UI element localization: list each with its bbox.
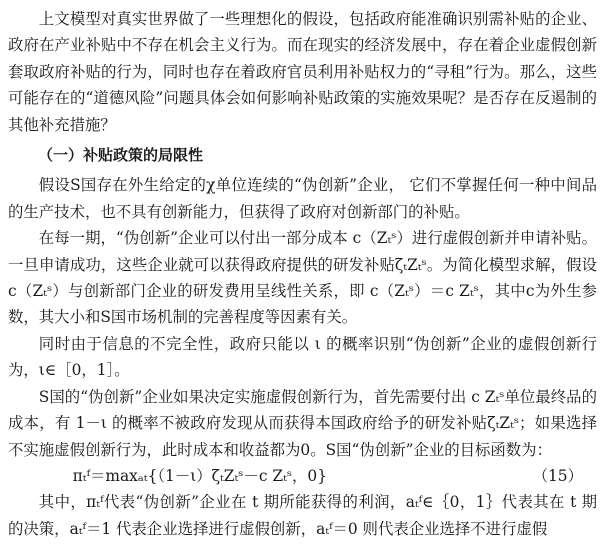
paragraph-2: 在每一期，“伪创新”企业可以付出一部分成本 c（Zₜˢ）进行虚假创新并申请补贴。一旦申请成功，这些企业就可以获得政府提供的研发补贴ζₜZₜˢ。为简化模型求解，假设 c（Zₜˢ）与创新部门企业的研发费用呈线性关系，即 c（Zₜˢ）＝c Zₜˢ，其中c为外生参数，其大小和S国市场机制的完善程度等因素有关。: [8, 229, 597, 327]
paragraph-5: 其中，πₜᶠ代表“伪创新”企业在 t 期所能获得的利润，aₜᶠ∈｛0，1｝代表其在 t 期的决策，aₜᶠ＝1 代表企业选择进行虚假创新，aₜᶠ＝0 则代表企业选择不进行虚假: [8, 493, 597, 538]
equation-number: （15）: [532, 466, 583, 485]
paragraph-1: 假设S国存在外生给定的χ单位连续的“伪创新”企业， 它们不掌握任何一种中间品的生产技术，也不具有创新能力，但获得了政府对创新部门的补贴。: [8, 176, 597, 221]
equation-15: [8, 463, 597, 489]
paragraph-4: S国的“伪创新”企业如果决定实施虚假创新行为，首先需要付出 c Zₜˢ单位最终品的成本，有 1－ι 的概率不被政府发现从而获得本国政府给予的研发补贴ζₜZₜˢ；如果选择不实施虚假创新行为，此时成本和收益都为0。S国“伪创新”企业的目标函数为：: [8, 387, 597, 459]
paragraph-3: 同时由于信息的不完全性，政府只能以 ι 的概率识别“伪创新”企业的虚假创新行为，ι∈［0，1］。: [8, 334, 597, 380]
equation-body: πₜᶠ＝maxₐₜ{（1－ι）ζₜZₜˢ－c Zₜˢ，0}: [72, 466, 328, 485]
paragraph-intro: 上文模型对真实世界做了一些理想化的假设，包括政府能准确识别需补贴的企业、政府在产业补贴中不存在机会主义行为。而在现实的经济发展中，存在着企业虚假创新套取政府补贴的行为，同时也存在着政府官员利用补贴权力的“寻租”行为。那么，这些可能存在的“道德风险”问题具体会如何影响补贴政策的实施效果呢？是否存在反遏制的其他补充措施？: [8, 10, 597, 134]
section-heading: （一）补贴政策的局限性: [38, 146, 204, 165]
